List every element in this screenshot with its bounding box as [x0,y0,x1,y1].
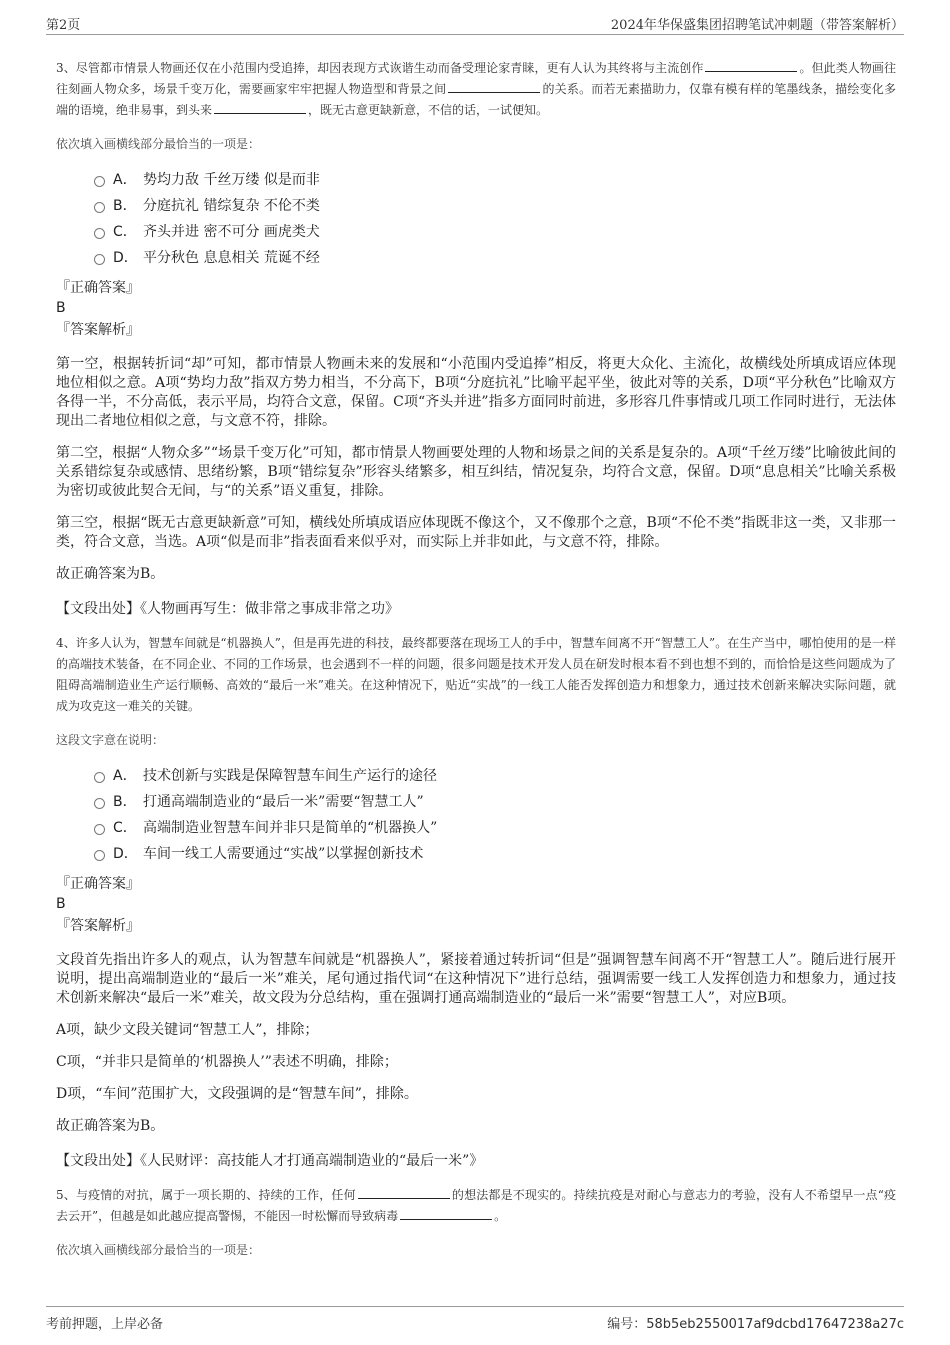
option-text: 平分秋色 息息相关 荒诞不经 [143,250,320,266]
radio-icon[interactable] [94,228,105,239]
blank-3 [214,101,306,114]
option-a[interactable] [94,762,896,788]
analysis-conclusion: 故正确答案为B。 [56,1118,165,1134]
question-4-options [94,762,896,866]
question-4-instruction: 这段文字意在说明： [56,733,165,747]
correct-answer-label: 『正确答案』 [56,876,140,892]
question-text: ，既无古意更缺新意，不信的话，一试便知。 [308,103,549,117]
question-4-stem: 4、许多人认为，智慧车间就是“机器换人”，但是再先进的科技，最终都要落在现场工人的手中，智慧车间离不开“智慧工人”。在生产当中，哪怕使用的是一样的高端技术装备，在不同企业、不同的工作场景，也会遇到不一样的问题，很多问题是技术开发人员在研发时根本看不到也想不到的，而恰恰是这些问题成为了阻碍高端制造业生产运行顺畅、高效的“最后一米”难关。在这种情况下，贴近“实战”的一线工人能否发挥创造力和想象力，通过技术创新来解决实际问题，就成为攻克这一难关的关键。 [56,636,897,713]
analysis-paragraph: 文段首先指出许多人的观点，认为智慧车间就是“机器换人”，紧接着通过转折词“但是”强调智慧车间离不开“智慧工人”。随后进行展开说明，提出高端制造业的“最后一米”难关，尾句通过指代词“在这种情况下”进行总结，强调需要一线工人发挥创造力和想象力，通过技术创新来解决“最后一米”难关，故文段为分总结构，重在强调打通高端制造业的“最后一米”需要“智慧工人”，对应B项。 [56,952,896,1006]
document-title: 2024年华保盛集团招聘笔试冲刺题（带答案解析） [610,18,904,33]
analysis-paragraph: D项，“车间”范围扩大，文段强调的是“智慧车间”，排除。 [56,1086,418,1102]
option-text: 齐头并进 密不可分 画虎类犬 [143,224,320,240]
question-text: 3、尽管都市情景人物画还仅在小范围内受追捧，却因表现方式诙谐生动而备受理论家青睐，更有人认为其终将与主流创作 [56,61,704,75]
question-5-stem [56,1185,896,1227]
question-4 [56,633,896,1171]
option-letter: A． [113,172,137,188]
footer-slogan: 考前押题，上岸必备 [46,1317,164,1332]
correct-answer: B [56,300,66,316]
code-label: 编号： [607,1317,647,1332]
analysis-label: 『答案解析』 [56,322,140,338]
question-3-instruction: 依次填入画横线部分最恰当的一项是： [56,137,261,151]
question-3-options [94,166,896,270]
analysis-label: 『答案解析』 [56,918,140,934]
question-text: 。但此类人物画往往刻画人物众多，场景千变万化，需要画家牢牢把握人物造型和背景之间 [56,61,896,96]
blank-1 [358,1186,450,1199]
radio-icon[interactable] [94,772,105,783]
option-b[interactable] [94,788,896,814]
page-header [46,12,904,35]
correct-answer-label: 『正确答案』 [56,280,140,296]
option-d[interactable] [94,840,896,866]
option-letter: C． [113,224,137,240]
option-text: 打通高端制造业的“最后一米”需要“智慧工人” [143,794,424,810]
analysis-paragraph: 第二空，根据“人物众多”“场景千变万化”可知，都市情景人物画要处理的人物和场景之间的关系是复杂的。A项“千丝万缕”比喻彼此间的关系错综复杂或感情、思绪纷繁，B项“错综复杂”形容头绪繁多，相互纠结，情况复杂，均符合文意，保留。D项“息息相关”比喻关系极为密切或彼此契合无间，与“的关系”语义重复，排除。 [56,445,896,499]
question-text: 的关系。而若无素描助力，仅靠有模有样的笔墨线条，描绘变化多端的语境，绝非易事，到头来 [56,82,896,117]
analysis-paragraph: A项，缺少文段关键词“智慧工人”，排除； [56,1022,319,1038]
correct-answer: B [56,896,66,912]
option-b[interactable] [94,192,896,218]
question-text: 5、与疫情的对抗，属于一项长期的、持续的工作，任何 [56,1188,356,1202]
source-citation: 【文段出处】《人物画再写生：做非常之事成非常之功》 [56,601,399,617]
question-3-stem [56,58,896,121]
analysis-paragraph: C项，“并非只是简单的‘机器换人’”表述不明确，排除； [56,1054,398,1070]
page-number: 第2页 [46,18,81,33]
radio-icon[interactable] [94,824,105,835]
document-code [607,1313,904,1332]
option-text: 技术创新与实践是保障智慧车间生产运行的途径 [143,768,437,784]
radio-icon[interactable] [94,202,105,213]
radio-icon[interactable] [94,798,105,809]
source-citation: 【文段出处】《人民财评：高技能人才打通高端制造业的“最后一米”》 [56,1153,484,1169]
code-value: 58b5eb2550017af9dcbd17647238a27c [646,1317,904,1332]
analysis-paragraph: 第三空，根据“既无古意更缺新意”可知，横线处所填成语应体现既不像这个，又不像那个之意，B项“不伦不类”指既非这一类，又非那一类，符合文意，当选。A项“似是而非”指表面看来似乎对，而实际上并非如此，与文意不符，排除。 [56,515,896,550]
option-c[interactable] [94,814,896,840]
question-5 [56,1185,896,1258]
blank-2 [400,1207,492,1220]
option-c[interactable] [94,218,896,244]
option-letter: D． [113,846,138,862]
question-3 [56,58,896,619]
document-body [56,58,896,1272]
option-letter: B． [113,794,137,810]
option-a[interactable] [94,166,896,192]
option-text: 高端制造业智慧车间并非只是简单的“机器换人” [143,820,438,836]
analysis-conclusion: 故正确答案为B。 [56,566,165,582]
option-letter: D． [113,250,138,266]
question-text: 。 [494,1209,507,1223]
radio-icon[interactable] [94,176,105,187]
option-letter: B． [113,198,137,214]
question-text: 的想法都是不现实的。持续抗疫是对耐心与意志力的考验，没有人不希望早一点“疫去云开”，但越是如此越应提高警惕，不能因一时松懈而导致病毒 [56,1188,897,1223]
option-text: 势均力敌 千丝万缕 似是而非 [143,172,320,188]
radio-icon[interactable] [94,850,105,861]
option-text: 分庭抗礼 错综复杂 不伦不类 [143,198,320,214]
analysis-paragraph: 第一空，根据转折词“却”可知，都市情景人物画未来的发展和“小范围内受追捧”相反，将更大众化、主流化，故横线处所填成语应体现地位相似之意。A项“势均力敌”指双方势力相当，不分高下，B项“分庭抗礼”比喻平起平坐，彼此对等的关系，D项“平分秋色”比喻双方各得一半，不分高低，表示平局，均符合文意，保留。C项“齐头并进”指多方面同时前进，多形容几件事情或几项工作同时进行，无法体现出二者地位相似之意，与文意不符，排除。 [56,356,896,429]
radio-icon[interactable] [94,254,105,265]
question-5-instruction: 依次填入画横线部分最恰当的一项是： [56,1243,261,1257]
page-footer [46,1306,904,1332]
option-text: 车间一线工人需要通过“实战”以掌握创新技术 [143,846,424,862]
option-d[interactable] [94,244,896,270]
option-letter: C． [113,820,137,836]
option-letter: A． [113,768,137,784]
blank-1 [705,59,797,72]
blank-2 [448,80,540,93]
